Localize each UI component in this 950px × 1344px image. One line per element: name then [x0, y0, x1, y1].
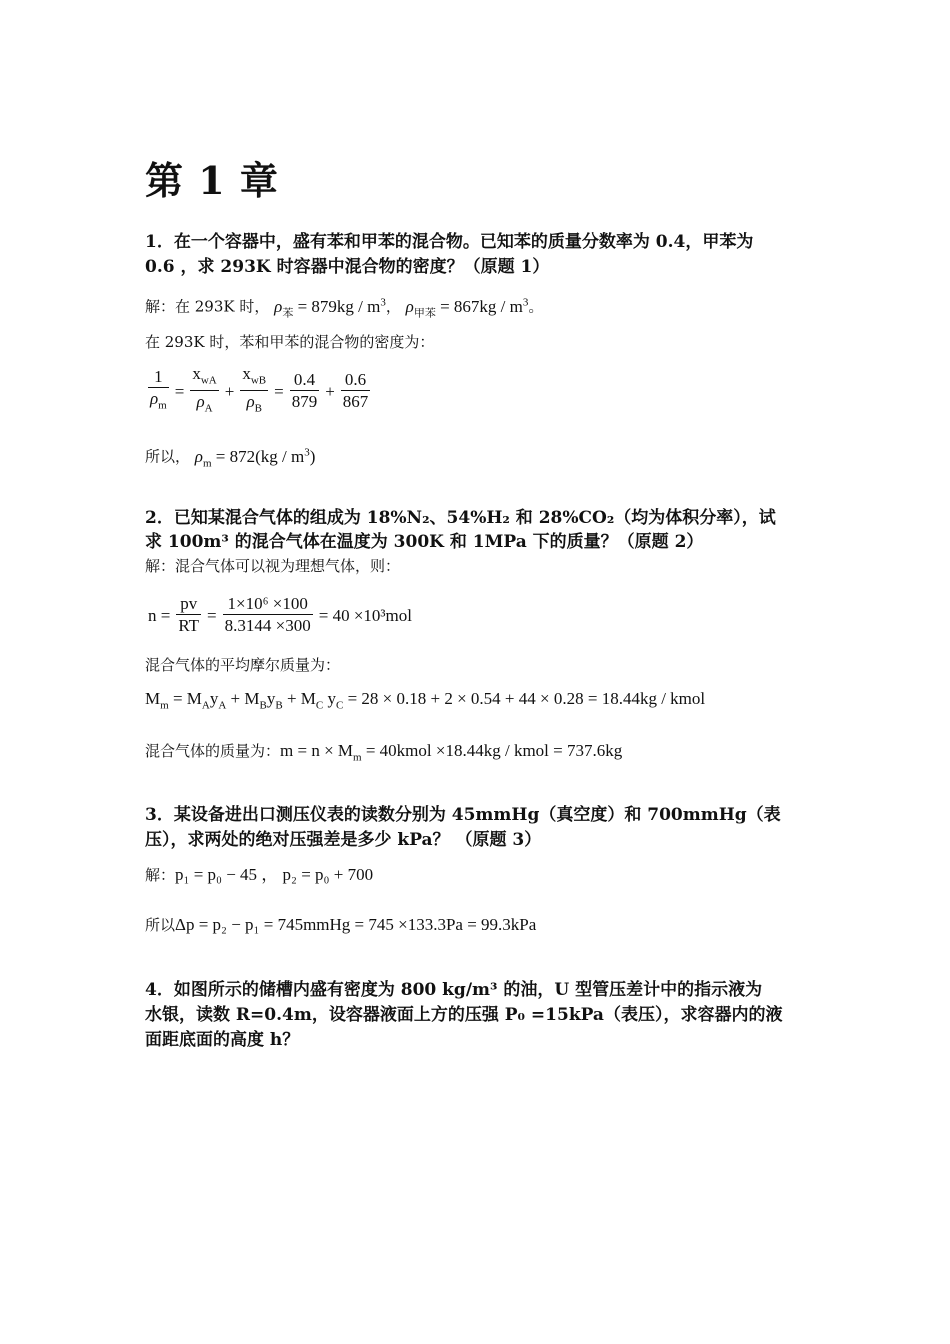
q4-text-line2: 水银，读数 R=0.4m，设容器液面上方的压强 P₀ =15kPa（表压），求容器内的液	[145, 1005, 783, 1025]
sub: wB	[250, 374, 267, 387]
q1-solution-line1: 解：在 293K 时， $\rho_苯 = 879kg / m^3$， $\rho_{甲苯} = 867kg / m^3$。	[145, 296, 544, 320]
q2-avg-label: 混合气体的平均摩尔质量为：	[145, 656, 341, 674]
period: 。	[528, 297, 544, 316]
rho-toluene-value: = 867kg / m	[440, 296, 523, 316]
sol-label: 解：	[145, 866, 176, 884]
q2-solution-line1: 解：混合气体可以视为理想气体，则：	[145, 557, 401, 575]
q1-density-equation: $\frac{1}{\rho_m}$ = $\frac{x_{wA}}{\rho_A}$ + $\frac{x_{wB}}{\rho_B}$ = $\frac{0.4}{879}$ + $\frac{0.6}{867}$	[150, 364, 369, 415]
q2-mass-line: 混合气体的质量为：$m = n \times M_m$ = 40kmol ×18.44kg / kmol = 737.6kg	[145, 741, 623, 764]
q3-solution-line1	[145, 864, 373, 886]
q3-text-line2: 压），求两处的绝对压强差是多少 kPa？ （原题 3）	[145, 830, 542, 850]
rho-benzene-value: = 879kg / m	[297, 296, 381, 316]
frac-den: 8.3144 ×300	[224, 616, 311, 635]
frac-num: pv	[176, 594, 201, 615]
result-label: 所以	[145, 916, 176, 934]
frac-den: 867	[342, 392, 369, 412]
q1-solution-label: 解：在 293K 时，	[145, 297, 270, 316]
frac-num: x	[192, 364, 201, 383]
result-label: 所以，	[145, 447, 191, 466]
q4-text-line3: 面距底面的高度 h？	[145, 1030, 300, 1050]
q2-n-equation: n = $\frac{pv}{RT}$ = $\frac{\text{1×10⁶ ×100}}{8.3144 \times 300}$ = 40 ×10³mol	[148, 594, 412, 635]
frac-num: 0.6	[341, 370, 371, 391]
q1-result-value: = 872(kg / m	[215, 446, 305, 466]
mm-rest: = 28 × 0.18 + 2 × 0.54 + 44 × 0.28 = 18.44kg / kmol	[347, 689, 706, 708]
frac-den: 879	[291, 392, 318, 412]
mass-eq: m = n × M	[280, 741, 354, 760]
frac-den: RT	[178, 616, 200, 635]
q2-text-line2: 求 100m³ 的混合气体在温度为 300K 和 1MPa 下的质量？（原题 2）	[145, 532, 704, 552]
sub: A	[204, 402, 213, 415]
sub: m	[158, 399, 167, 412]
n-label: n =	[148, 605, 171, 625]
sub: wA	[200, 374, 217, 387]
frac-num: x	[242, 364, 251, 383]
sub: B	[254, 402, 262, 415]
q1-solution-line2: 在 293K 时，苯和甲苯的混合物的密度为：	[145, 333, 435, 351]
mass-rest: = 40kmol ×18.44kg / kmol = 737.6kg	[361, 741, 623, 760]
q2-mm-equation: $M_m = M_Ay_A + M_By_B + M_C$ $y_C = 28 \times 0.18 + 2 \times 0.54 + 44 \times 0.28 = 18.44kg$ / kmol	[145, 689, 706, 712]
n-result: = 40 ×10³mol	[318, 605, 412, 625]
mass-label: 混合气体的质量为：	[145, 742, 281, 760]
q1-text-line1: 1．在一个容器中，盛有苯和甲苯的混合物。已知苯的质量分数率为 0.4，甲苯为	[145, 232, 754, 252]
q4-text-line1: 4．如图所示的储槽内盛有密度为 800 kg/m³ 的油，U 型管压差计中的指示液为	[145, 980, 763, 1000]
q2-text-line1: 2．已知某混合气体的组成为 18%N₂、54%H₂ 和 28%CO₂（均为体积分率），试	[145, 508, 776, 528]
q1-result-line: 所以， $\rho_m = 872(kg / m^3)$	[145, 446, 316, 470]
q3-result: Δp = p₂ − p₁ = 745mmHg = 745 ×133.3Pa = 99.3kPa	[175, 915, 537, 934]
q3-eq1: p₁ = p₀ − 45 ， p₂ = p₀ + 700	[175, 865, 374, 884]
q3-text-line1: 3．某设备进出口测压仪表的读数分别为 45mmHg（真空度）和 700mmHg（表	[145, 805, 781, 825]
frac-num: 1	[148, 367, 169, 388]
rho-sub-benzene: 苯	[282, 307, 294, 320]
chapter-title: 第 1 章	[145, 158, 279, 203]
separator: ，	[385, 297, 401, 316]
q3-result-line	[145, 914, 536, 936]
rho-sub-toluene: 甲苯	[413, 307, 436, 320]
mm-eq: = M	[172, 689, 202, 708]
frac-num: 0.4	[290, 370, 320, 391]
q1-text-line2: 0.6 ，求 293K 时容器中混合物的密度？（原题 1）	[145, 257, 550, 277]
frac-num: 1×10⁶ ×100	[223, 594, 313, 615]
